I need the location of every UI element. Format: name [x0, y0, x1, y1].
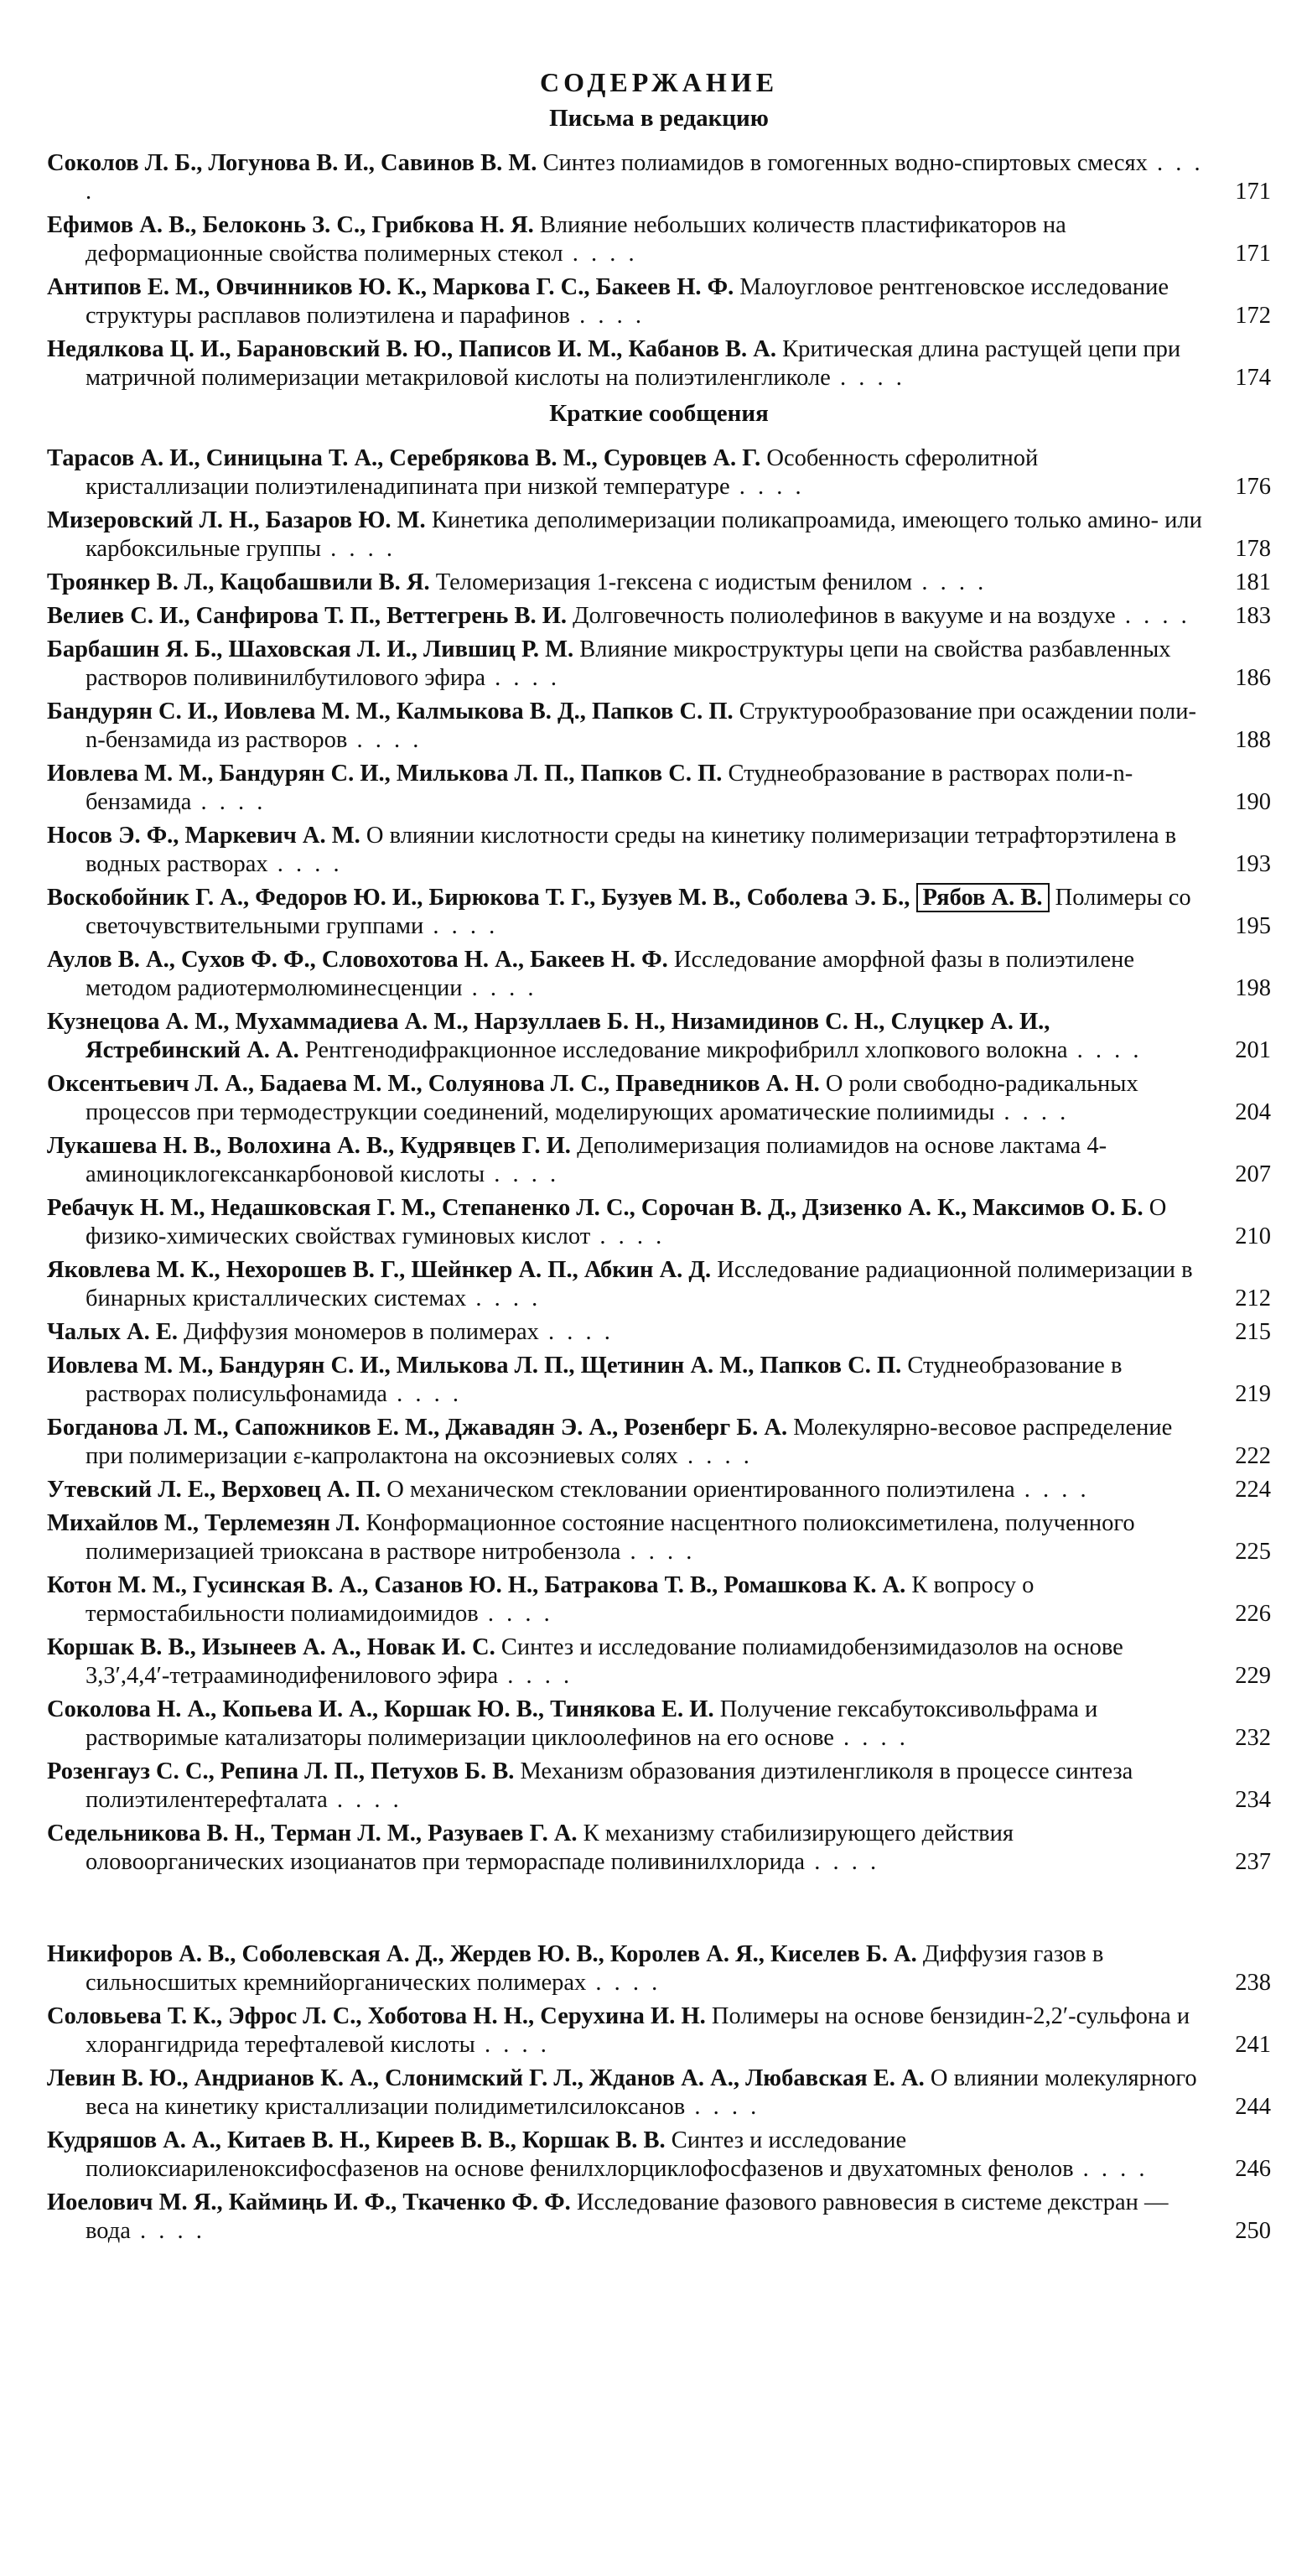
entry-title: Полимеры на основе бензидин-2,2′-сульфона и хлорангидрида терефталевой кислоты	[86, 2003, 1190, 2058]
leader-dots: . . . .	[267, 851, 343, 877]
leader-dots: . . . .	[423, 913, 499, 939]
entry-authors: Кудряшов А. А., Китаев В. Н., Киреев В. В., Коршак В. В.	[47, 2127, 672, 2153]
toc-entry	[47, 946, 1271, 1003]
leader-dots: . . . .	[498, 1663, 573, 1689]
entry-text	[47, 1414, 1211, 1471]
entry-page-number: 198	[1235, 975, 1271, 1001]
leader-dots: . . . .	[833, 1725, 909, 1751]
entry-authors: Троянкер В. Л., Кацобашвили В. Я.	[47, 569, 436, 595]
entry-page-number: 186	[1235, 665, 1271, 691]
entry-text	[47, 149, 1211, 206]
entry-authors: Ребачук Н. М., Недашковская Г. М., Степаненко Л. С., Сорочан В. Д., Дзизенко А. К., Максимов О. Б.	[47, 1195, 1149, 1221]
entry-title: Исследование фазового равновесия в системе декстран — вода	[86, 2189, 1169, 2244]
entry-title: О роли свободно-радикальных процессов при термодеструкции соединений, моделирующих ароматические полиимиды	[86, 1071, 1138, 1125]
entry-text	[47, 1633, 1211, 1690]
toc-entry	[47, 335, 1271, 392]
leader-dots: . . . .	[590, 1223, 666, 1249]
entry-authors: Чалых А. Е.	[47, 1319, 184, 1345]
entry-text	[47, 1008, 1211, 1065]
leader-dots: . . . .	[912, 569, 988, 595]
toc-entry	[47, 698, 1271, 755]
entry-title: Структурообразование при осаждении поли-n-бензамида из растворов	[86, 699, 1196, 753]
entry-authors: Михайлов М., Терлемезян Л.	[47, 1510, 366, 1536]
entry-text	[47, 1758, 1211, 1815]
entry-page-number: 190	[1235, 789, 1271, 815]
leader-dots: . . . .	[466, 1285, 542, 1311]
leader-dots: . . . .	[1073, 2156, 1149, 2182]
entry-authors: Бандурян С. И., Иовлева М. М., Калмыкова В. Д., Папков С. П.	[47, 699, 739, 724]
leader-dots: . . . .	[685, 2094, 760, 2120]
leader-dots: . . . .	[485, 665, 561, 691]
entry-title: Рентгенодифракционное исследование микрофибрилл хлопкового волокна	[304, 1037, 1068, 1063]
entry-authors: Коршак В. В., Изынеев А. А., Новак И. С.	[47, 1634, 501, 1660]
entry-title: Особенность сферолитной кристаллизации полиэтиленадипината при низкой температуре	[86, 445, 1039, 500]
entry-text	[47, 1820, 1211, 1877]
entry-page-number: 171	[1235, 179, 1271, 205]
entry-authors: Барбашин Я. Б., Шаховская Л. И., Лившиц Р. М.	[47, 636, 580, 662]
entry-authors: Оксентьевич Л. А., Бадаева М. М., Солуянова Л. С., Праведников А. Н.	[47, 1071, 826, 1097]
entry-page-number: 181	[1235, 569, 1271, 595]
leader-dots: . . . .	[586, 1970, 661, 1996]
entry-text	[47, 506, 1211, 564]
entry-text	[47, 335, 1211, 392]
entry-boxed-author: Рябов А. В.	[916, 883, 1050, 912]
entry-title: О влиянии кислотности среды на кинетику полимеризации тетрафторэтилена в водных растворах	[86, 823, 1177, 877]
entry-page-number: 225	[1235, 1539, 1271, 1565]
toc-entry	[47, 1758, 1271, 1815]
entry-title: Долговечность полиолефинов в вакууме и на воздухе	[573, 603, 1116, 629]
entry-text	[47, 2002, 1211, 2059]
entry-page-number: 244	[1235, 2094, 1271, 2120]
leader-dots: . . . .	[474, 2032, 550, 2058]
entry-authors: Иовлева М. М., Бандурян С. И., Милькова Л. П., Папков С. П.	[47, 761, 729, 787]
leader-dots: . . . .	[729, 474, 805, 500]
entry-page-number: 237	[1235, 1849, 1271, 1875]
entry-title: Критическая длина растущей цепи при матричной полимеризации метакриловой кислоты на полиэтиленгликоле	[86, 336, 1181, 391]
entry-title: О физико-химических свойствах гуминовых кислот	[86, 1195, 1167, 1249]
entry-page-number: 210	[1235, 1223, 1271, 1249]
entry-page-number: 250	[1235, 2218, 1271, 2244]
entry-title: Синтез полиамидов в гомогенных водно-спиртовых смесях	[542, 150, 1148, 176]
entry-text	[47, 2189, 1211, 2246]
toc-entry	[47, 1256, 1271, 1313]
entry-title: Конформационное состояние насцентного полиоксиметилена, полученного полимеризацией триоксана в растворе нитробензола	[86, 1510, 1135, 1565]
entry-title: Полимеры со светочувствительными группами	[86, 885, 1191, 939]
entry-page-number: 193	[1235, 851, 1271, 877]
entry-text	[47, 822, 1211, 879]
entry-text	[47, 1318, 1211, 1347]
leader-dots: . . . .	[1014, 1477, 1090, 1503]
entry-page-number: 234	[1235, 1787, 1271, 1813]
toc-entry	[47, 2189, 1271, 2246]
entry-authors: Мизеровский Л. Н., Базаров Ю. М.	[47, 507, 432, 533]
toc-entry	[47, 1008, 1271, 1065]
entry-title: Синтез и исследование полиамидобензимидазолов на основе 3,3′,4,4′-тетрааминодифенилового эфира	[86, 1634, 1123, 1689]
entry-title: Кинетика деполимеризации поликапроамида, имеющего только амино- или карбоксильные группы	[86, 507, 1202, 562]
entry-title: Диффузия газов в сильносшитых кремнийорганических полимерах	[86, 1941, 1104, 1996]
entry-authors: Розенгауз С. С., Репина Л. П., Петухов Б. В.	[47, 1758, 521, 1784]
entry-title: Диффузия мономеров в полимерах	[184, 1319, 539, 1345]
toc-entry	[47, 569, 1271, 597]
entry-title: Теломеризация 1-гексена с иодистым фенилом	[435, 569, 913, 595]
leader-dots: . . . .	[130, 2218, 205, 2244]
entry-title: Исследование аморфной фазы в полиэтилене методом радиотермолюминесценции	[86, 947, 1135, 1001]
entry-text	[47, 1070, 1211, 1127]
entry-title: К механизму стабилизирующего действия оловоорганических изоцианатов при термораспаде поливинилхлорида	[86, 1820, 1014, 1875]
entry-page-number: 174	[1235, 365, 1271, 391]
leader-dots: . . . .	[1067, 1037, 1143, 1063]
entry-page-number: 224	[1235, 1477, 1271, 1503]
entry-authors: Антипов Е. М., Овчинников Ю. К., Маркова Г. С., Бакеев Н. Ф.	[47, 274, 740, 300]
entry-authors: Недялкова Ц. И., Барановский В. Ю., Паписов И. М., Кабанов В. А.	[47, 336, 783, 362]
entry-text	[47, 569, 1211, 597]
entry-page-number: 238	[1235, 1970, 1271, 1996]
entry-page-number: 178	[1235, 536, 1271, 562]
toc-entry	[47, 2002, 1271, 2059]
entry-title: К вопросу о термостабильности полиамидоимидов	[86, 1572, 1035, 1627]
entry-page-number: 195	[1235, 913, 1271, 939]
entry-page-number: 172	[1235, 303, 1271, 329]
entry-authors: Велиев С. И., Санфирова Т. П., Веттегрень В. И.	[47, 603, 573, 629]
toc-entry	[47, 884, 1271, 941]
entry-text	[47, 884, 1211, 941]
entry-authors: Кузнецова А. М., Мухаммадиева А. М., Нарзуллаев Б. Н., Низамидинов С. Н., Слуцкер А. И., Ястребинский А. А.	[47, 1009, 1050, 1063]
leader-dots: . . . .	[386, 1381, 462, 1407]
leader-dots: . . . .	[86, 150, 1204, 205]
leader-dots: . . . .	[563, 241, 638, 267]
toc-entry	[47, 1194, 1271, 1251]
toc-entry	[47, 1132, 1271, 1189]
toc-entry	[47, 1070, 1271, 1127]
entry-text	[47, 1696, 1211, 1753]
entry-text	[47, 444, 1211, 501]
entry-title: Молекулярно-весовое распределение при полимеризации ε-капролактона на оксоэниевых солях	[86, 1415, 1173, 1469]
entry-authors: Яковлева М. К., Нехорошев В. Г., Шейнкер А. П., Абкин А. Д.	[47, 1257, 718, 1283]
entry-authors: Соловьева Т. К., Эфрос Л. С., Хоботова Н. Н., Серухина И. Н.	[47, 2003, 712, 2029]
toc-entry	[47, 1696, 1271, 1753]
entry-authors: Соколов Л. Б., Логунова В. И., Савинов В. М.	[47, 150, 543, 176]
entry-page-number: 188	[1235, 727, 1271, 753]
toc-entry	[47, 822, 1271, 879]
entry-page-number: 232	[1235, 1725, 1271, 1751]
entry-page-number: 222	[1235, 1443, 1271, 1469]
entry-title: Исследование радиационной полимеризации в бинарных кристаллических системах	[86, 1257, 1193, 1311]
entry-text	[47, 698, 1211, 755]
entry-page-number: 201	[1235, 1037, 1271, 1063]
leader-dots: . . . .	[569, 303, 645, 329]
entry-page-number: 183	[1235, 603, 1271, 629]
entry-title: Влияние небольших количеств пластификаторов на деформационные свойства полимерных стекол	[86, 212, 1066, 267]
toc-entry	[47, 211, 1271, 268]
entry-authors: Седельникова В. Н., Терман Л. М., Разуваев Г. А.	[47, 1820, 583, 1846]
toc-entry	[47, 506, 1271, 564]
entry-authors: Тарасов А. И., Синицына Т. А., Серебрякова В. М., Суровцев А. Г.	[47, 445, 767, 471]
page-title: СОДЕРЖАНИЕ	[539, 67, 779, 97]
entry-text	[47, 636, 1211, 693]
leader-dots: . . . .	[805, 1849, 880, 1875]
toc-entry	[47, 1414, 1271, 1471]
entry-page-number: 229	[1235, 1663, 1271, 1689]
toc-entry	[47, 602, 1271, 631]
entry-text	[47, 211, 1211, 268]
entry-title: Синтез и исследование полиоксиариленоксифосфазенов на основе фенилхлорциклофосфазенов и двухатомных фенолов	[86, 2127, 1074, 2182]
toc-entry	[47, 636, 1271, 693]
toc-page	[47, 65, 1271, 2251]
entry-text	[47, 1256, 1211, 1313]
section-heading: Краткие сообщения	[549, 400, 769, 427]
leader-dots: . . . .	[485, 1161, 560, 1187]
toc-entry	[47, 2127, 1271, 2184]
leader-dots: . . . .	[620, 1539, 696, 1565]
entry-title: Влияние микроструктуры цепи на свойства разбавленных растворов поливинилбутилового эфира	[86, 636, 1171, 691]
entry-authors: Утевский Л. Е., Верховец А. П.	[47, 1477, 387, 1503]
entry-page-number: 219	[1235, 1381, 1271, 1407]
toc-entry	[47, 760, 1271, 817]
toc-entry	[47, 1352, 1271, 1409]
entry-page-number: 171	[1235, 241, 1271, 267]
section-heading: Письма в редакцию	[549, 105, 769, 132]
entry-authors: Котон М. М., Гусинская В. А., Сазанов Ю. Н., Батракова Т. В., Ромашкова К. А.	[47, 1572, 912, 1598]
entry-authors: Носов Э. Ф., Маркевич А. М.	[47, 823, 366, 849]
entry-text	[47, 2127, 1211, 2184]
entry-authors: Ефимов А. В., Белоконь З. С., Грибкова Н. Я.	[47, 212, 540, 238]
entry-page-number: 215	[1235, 1319, 1271, 1345]
entry-text	[47, 1571, 1211, 1628]
leader-dots: . . . .	[347, 727, 423, 753]
entry-page-number: 207	[1235, 1161, 1271, 1187]
entry-page-number: 241	[1235, 2032, 1271, 2058]
entry-page-number: 204	[1235, 1099, 1271, 1125]
entry-authors: Соколова Н. А., Копьева И. А., Коршак Ю. В., Тинякова Е. И.	[47, 1696, 720, 1722]
entry-text	[47, 1132, 1211, 1189]
leader-dots: . . . .	[191, 789, 267, 815]
toc-entry	[47, 1476, 1271, 1504]
toc-entry	[47, 1820, 1271, 1877]
toc-entry	[47, 1318, 1271, 1347]
leader-dots: . . . .	[327, 1787, 402, 1813]
entry-title: О механическом стекловании ориентированного полиэтилена	[386, 1477, 1015, 1503]
toc-entry	[47, 444, 1271, 501]
entry-text	[47, 273, 1211, 330]
entry-authors: Иоелович М. Я., Каймиңь И. Ф., Ткаченко Ф. Ф.	[47, 2189, 577, 2215]
entry-authors: Богданова Л. М., Сапожников Е. М., Джавадян Э. А., Розенберг Б. А.	[47, 1415, 794, 1441]
toc-entry	[47, 149, 1271, 206]
leader-dots: . . . .	[994, 1099, 1070, 1125]
entry-title: О влиянии молекулярного веса на кинетику кристаллизации полидиметилсилоксанов	[86, 2065, 1197, 2120]
entry-authors: Лукашева Н. В., Волохина А. В., Кудрявцев Г. И.	[47, 1133, 578, 1159]
section-spacer	[47, 1882, 1271, 1940]
entry-title: Студнеобразование в растворах поли-n-бензамида	[86, 761, 1133, 815]
entry-page-number: 212	[1235, 1285, 1271, 1311]
toc-body	[47, 102, 1271, 2246]
entry-authors: Аулов В. А., Сухов Ф. Ф., Словохотова Н. А., Бакеев Н. Ф.	[47, 947, 674, 973]
leader-dots: . . . .	[677, 1443, 753, 1469]
entry-authors: Воскобойник Г. А., Федоров Ю. И., Бирюкова Т. Г., Бузуев М. В., Соболева Э. Б.,	[47, 885, 916, 911]
entry-page-number: 176	[1235, 474, 1271, 500]
entry-text	[47, 1352, 1211, 1409]
toc-entry	[47, 1940, 1271, 1997]
leader-dots: . . . .	[538, 1319, 614, 1345]
toc-entry	[47, 273, 1271, 330]
entry-authors: Иовлева М. М., Бандурян С. И., Милькова Л. П., Щетинин А. М., Папков С. П.	[47, 1353, 908, 1379]
toc-entry	[47, 1571, 1271, 1628]
leader-dots: . . . .	[478, 1601, 553, 1627]
toc-entry	[47, 1509, 1271, 1566]
entry-text	[47, 602, 1211, 631]
entry-text	[47, 2064, 1211, 2122]
entry-text	[47, 1194, 1211, 1251]
entry-title: Студнеобразование в растворах полисульфонамида	[86, 1353, 1123, 1407]
entry-authors: Никифоров А. В., Соболевская А. Д., Жердев Ю. В., Королев А. Я., Киселев Б. А.	[47, 1941, 923, 1967]
entry-title: Деполимеризация полиамидов на основе лактама 4-аминоциклогексанкарбоновой кислоты	[86, 1133, 1107, 1187]
entry-text	[47, 1940, 1211, 1997]
entry-text	[47, 1476, 1211, 1504]
entry-title: Получение гексабутоксивольфрама и растворимые катализаторы полимеризации циклоолефинов на его основе	[86, 1696, 1098, 1751]
toc-entry	[47, 2064, 1271, 2122]
leader-dots: . . . .	[1115, 603, 1190, 629]
entry-text	[47, 760, 1211, 817]
entry-page-number: 246	[1235, 2156, 1271, 2182]
leader-dots: . . . .	[320, 536, 396, 562]
entry-authors: Левин В. Ю., Андрианов К. А., Слонимский Г. Л., Жданов А. А., Любавская Е. А.	[47, 2065, 931, 2091]
entry-title: Механизм образования диэтиленгликоля в процессе синтеза полиэтилентерефталата	[86, 1758, 1133, 1813]
entry-page-number: 226	[1235, 1601, 1271, 1627]
toc-entry	[47, 1633, 1271, 1690]
leader-dots: . . . .	[462, 975, 537, 1001]
leader-dots: . . . .	[830, 365, 905, 391]
entry-text	[47, 1509, 1211, 1566]
entry-title: Малоугловое рентгеновское исследование структуры расплавов полиэтилена и парафинов	[86, 274, 1169, 329]
entry-text	[47, 946, 1211, 1003]
